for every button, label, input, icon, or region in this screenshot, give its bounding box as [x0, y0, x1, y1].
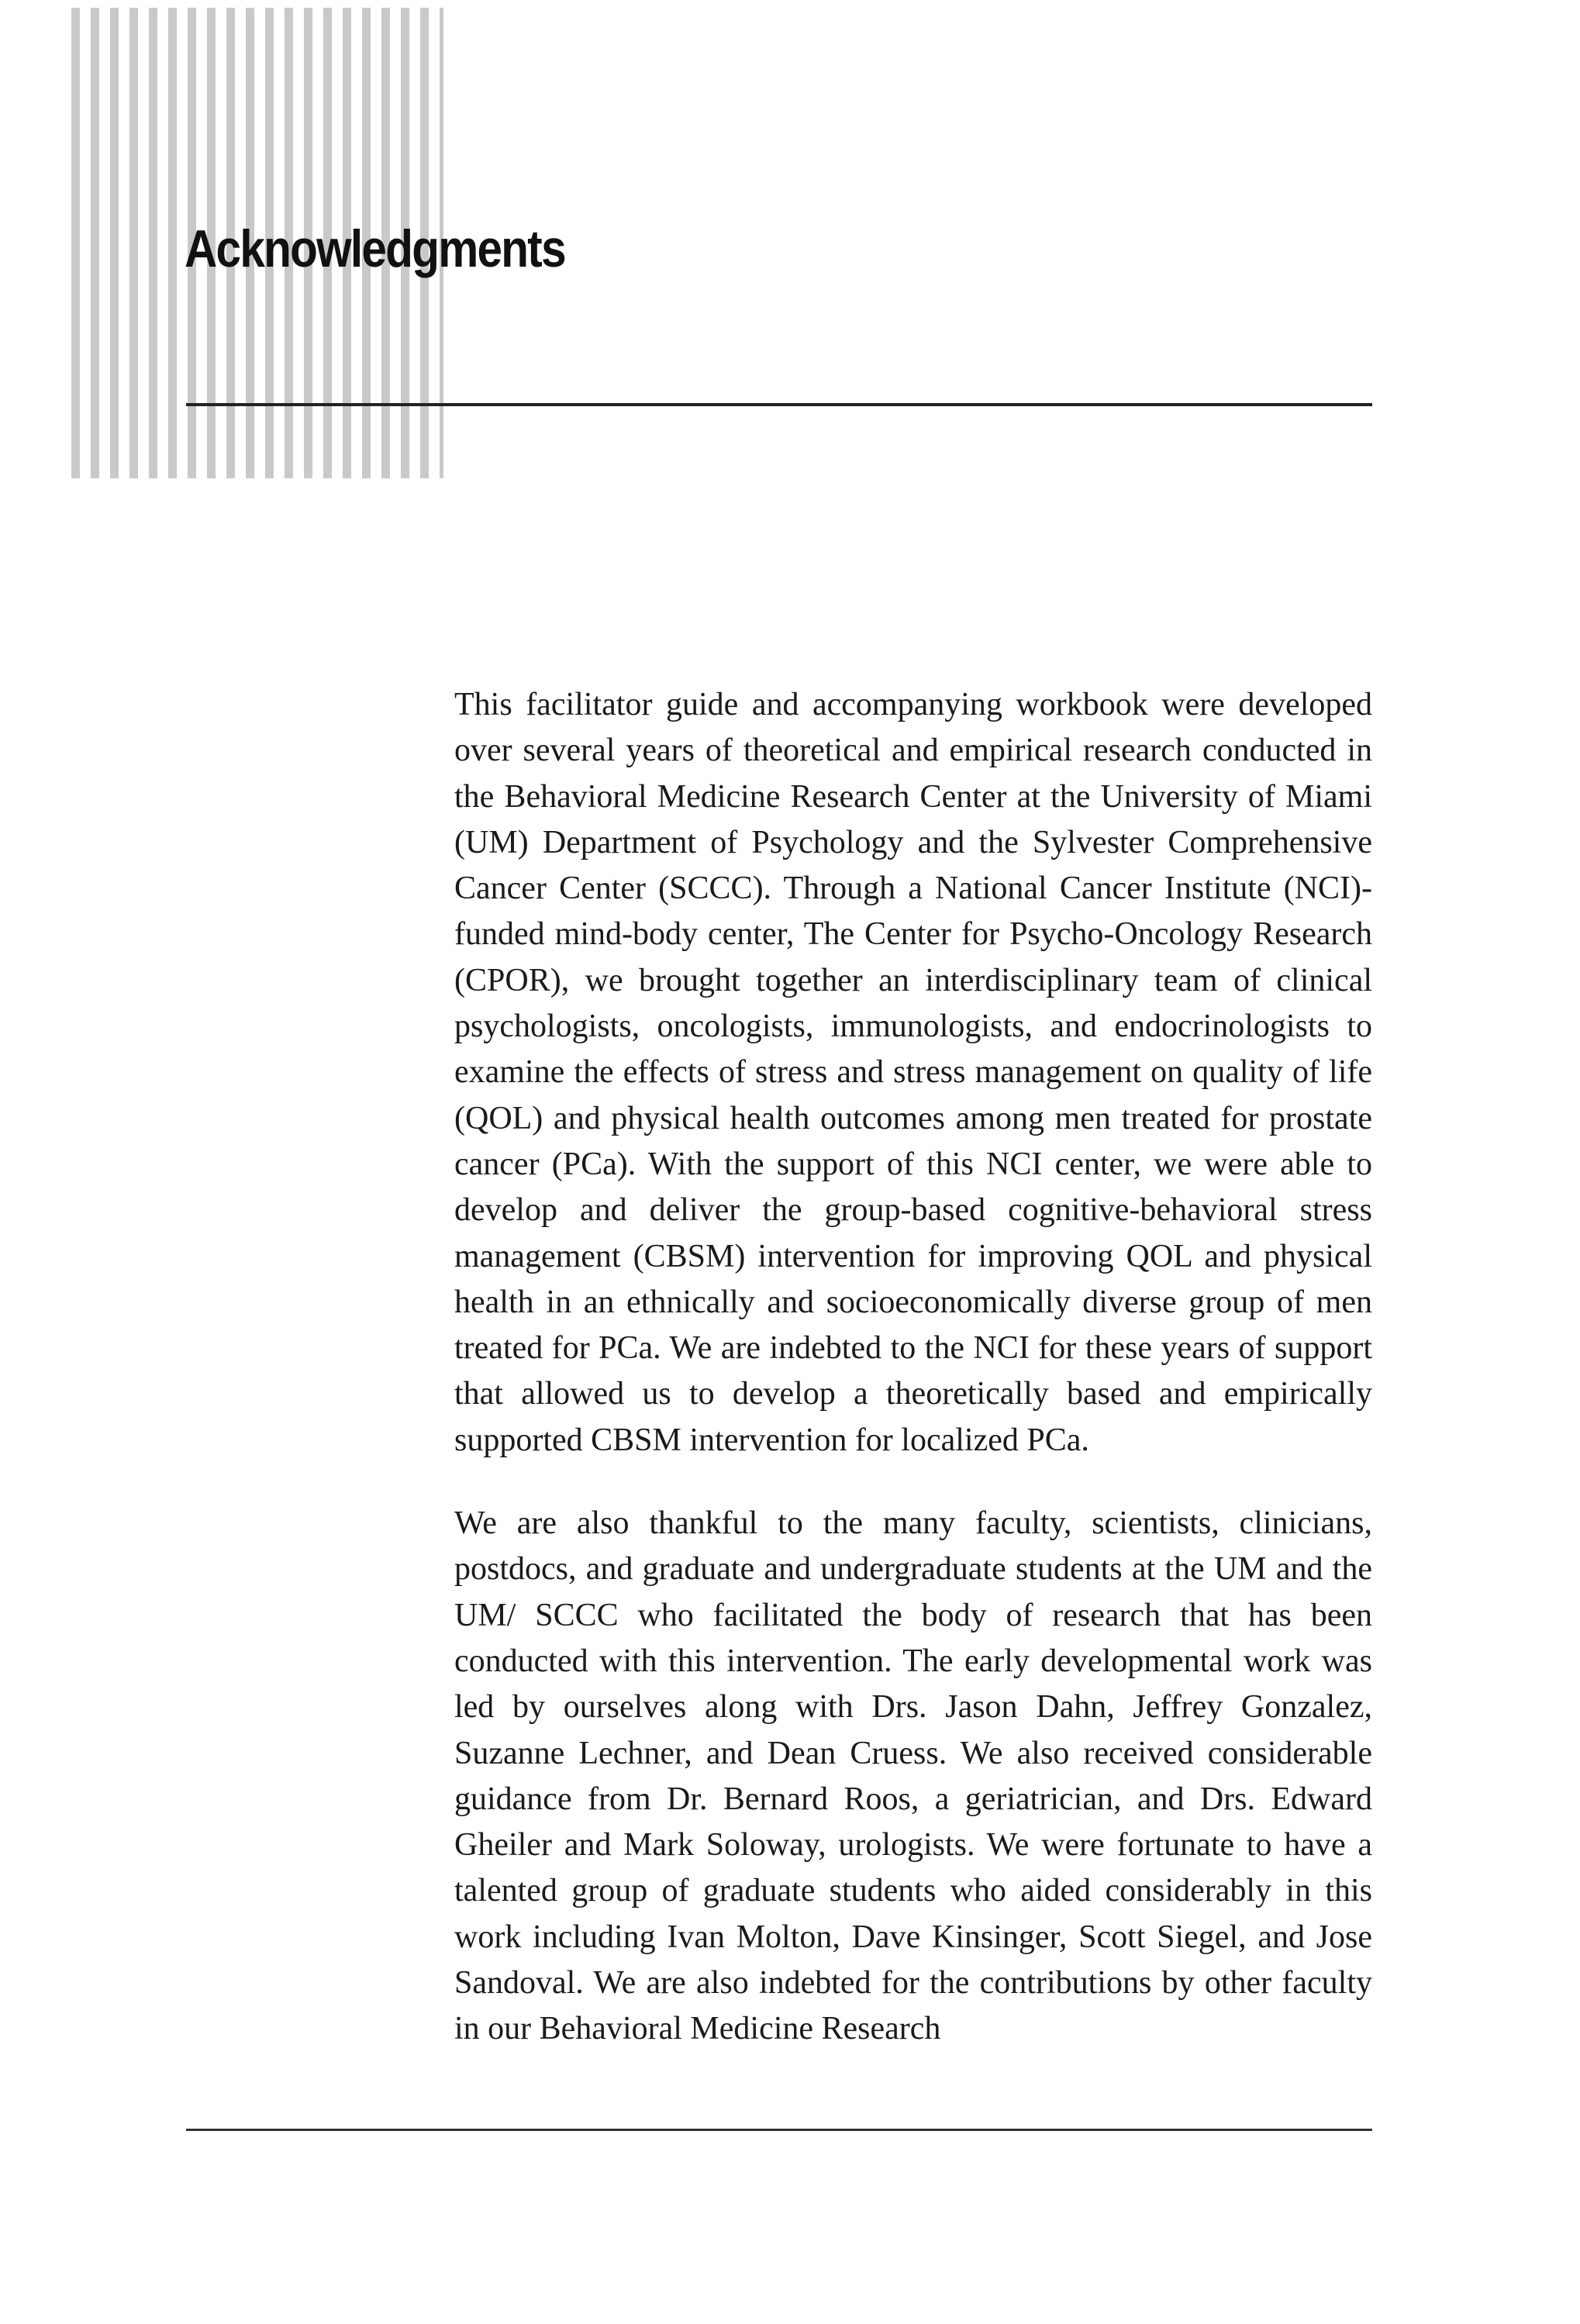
page-title: Acknowledgments — [185, 219, 565, 278]
paragraph-2: We are also thankful to the many faculty, scientists, clinicians, postdocs, and graduate and undergraduate students at the UM and the UM/ SCCC who facilitated the body of research that has been conducted with this intervention. The early developmental work was led by ourselves along with Drs. Jason Dahn, Jeffrey Gonzalez, Suzanne Lechner, and Dean Cruess. We also received considerable guidance from Dr. Bernard Roos, a geriatrician, and Drs. Edward Gheiler and Mark Soloway, urologists. We were fortunate to have a talented group of graduate students who aided considerably in this work including Ivan Molton, Dave Kinsinger, Scott Siegel, and Jose Sandoval. We are also indebted for the contributions by other faculty in our Behavioral Medicine Research — [454, 1505, 1372, 2047]
body-text — [454, 682, 1372, 2053]
footer-rule — [186, 2129, 1372, 2131]
paragraph-1: This facilitator guide and accompanying workbook were developed over several years of theoretical and empirical research conducted in the Behavioral Medicine Research Center at the University of Miami (UM) Department of Psychology and the Sylvester Comprehensive Cancer Center (SCCC). Through a National Cancer Institute (NCI)-funded mind-body center, The Center for Psycho-Oncology Research (CPOR), we brought together an interdisciplinary team of clinical psychologists, oncologists, immunologists, and endocrinologists to examine the effects of stress and stress management on quality of life (QOL) and physical health outcomes among men treated for prostate cancer (PCa). With the support of this NCI center, we were able to develop and deliver the group-based cognitive-behavioral stress management (CBSM) intervention for improving QOL and physical health in an ethnically and socioeconomically diverse group of men treated for PCa. We are indebted to the NCI for these years of support that allowed us to develop a theoretically based and empirically supported CBSM intervention for localized PCa. — [454, 687, 1372, 1458]
title-underline-rule — [186, 403, 1372, 406]
